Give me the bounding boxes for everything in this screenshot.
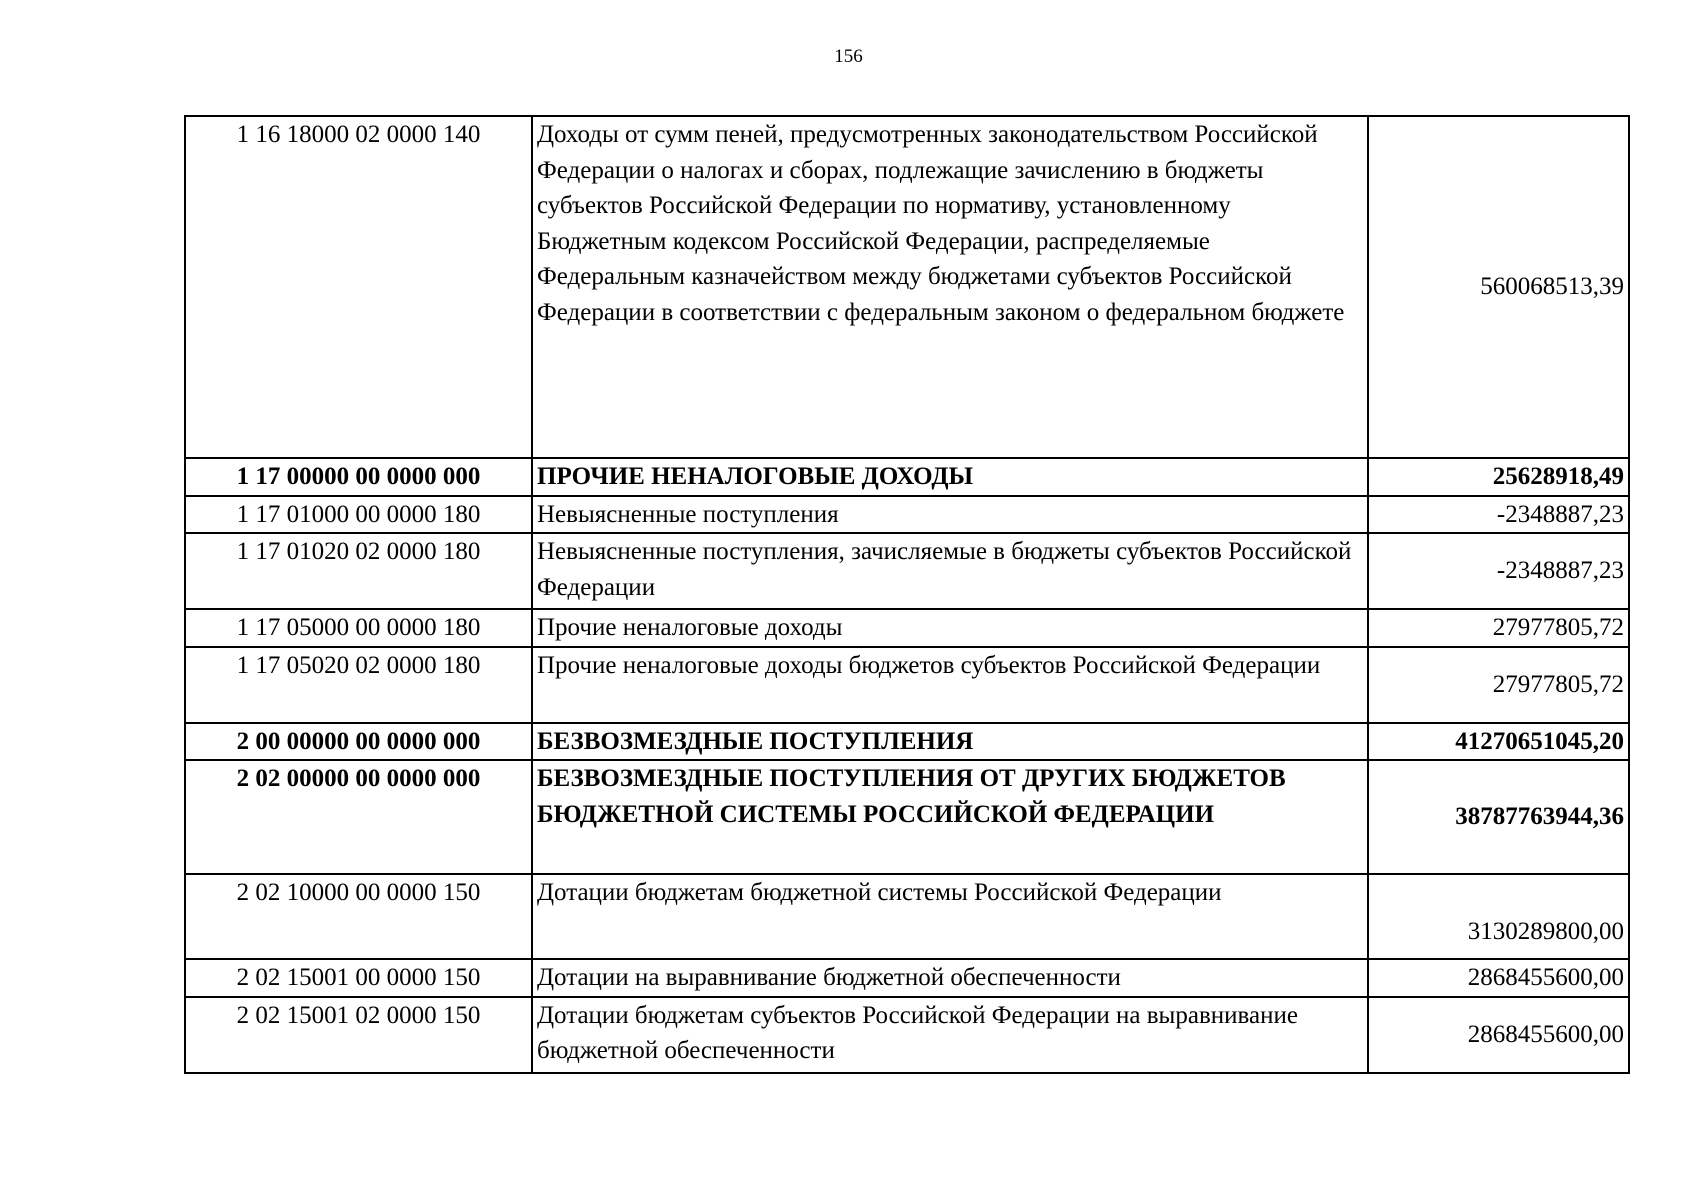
row-amount: 2868455600,00 [1368,997,1629,1073]
budget-code: 1 16 18000 02 0000 140 [185,116,532,458]
table-row [185,723,1629,761]
budget-code: 2 02 15001 00 0000 150 [185,959,532,997]
row-amount: 27977805,72 [1368,647,1629,723]
budget-code: 1 17 01000 00 0000 180 [185,496,532,534]
row-description: Дотации бюджетам субъектов Российской Федерации на выравнивание бюджетной обеспеченности [532,997,1368,1073]
table-row [185,647,1629,723]
table-row [185,959,1629,997]
budget-code: 1 17 05000 00 0000 180 [185,609,532,647]
row-description: Прочие неналоговые доходы бюджетов субъектов Российской Федерации [532,647,1368,723]
row-amount: 38787763944,36 [1368,760,1629,874]
row-description: Дотации на выравнивание бюджетной обеспеченности [532,959,1368,997]
table-row [185,874,1629,959]
table-row [185,997,1629,1073]
budget-code: 1 17 05020 02 0000 180 [185,647,532,723]
row-description: Невыясненные поступления, зачисляемые в бюджеты субъектов Российской Федерации [532,533,1368,609]
table-row [185,116,1629,458]
budget-code: 2 02 10000 00 0000 150 [185,874,532,959]
row-description: БЕЗВОЗМЕЗДНЫЕ ПОСТУПЛЕНИЯ [532,723,1368,761]
row-description: ПРОЧИЕ НЕНАЛОГОВЫЕ ДОХОДЫ [532,458,1368,496]
budget-code: 1 17 00000 00 0000 000 [185,458,532,496]
row-amount: 560068513,39 [1368,116,1629,458]
row-description: Дотации бюджетам бюджетной системы Российской Федерации [532,874,1368,959]
row-description: БЕЗВОЗМЕЗДНЫЕ ПОСТУПЛЕНИЯ ОТ ДРУГИХ БЮДЖЕТОВ БЮДЖЕТНОЙ СИСТЕМЫ РОССИЙСКОЙ ФЕДЕРАЦИИ [532,760,1368,874]
budget-code: 2 02 15001 02 0000 150 [185,997,532,1073]
row-amount: 2868455600,00 [1368,959,1629,997]
table-row [185,609,1629,647]
table-row [185,760,1629,874]
table-row [185,458,1629,496]
table-row [185,496,1629,534]
table-row [185,533,1629,609]
page-number: 156 [834,46,863,67]
row-amount: -2348887,23 [1368,533,1629,609]
budget-code: 2 02 00000 00 0000 000 [185,760,532,874]
row-amount: 25628918,49 [1368,458,1629,496]
budget-code: 2 00 00000 00 0000 000 [185,723,532,761]
row-amount: -2348887,23 [1368,496,1629,534]
row-amount: 3130289800,00 [1368,874,1629,959]
row-amount: 27977805,72 [1368,609,1629,647]
row-description: Прочие неналоговые доходы [532,609,1368,647]
row-description: Доходы от сумм пеней, предусмотренных законодательством Российской Федерации о налогах и сборах, подлежащие зачислению в бюджеты субъектов Российской Федерации по нормативу, установленному Бюджетным кодексом Российской Федерации, распределяемые Федеральным казначейством между бюджетами субъектов Российской Федерации в соответствии с федеральным законом о федеральном бюджете [532,116,1368,458]
row-description: Невыясненные поступления [532,496,1368,534]
budget-code: 1 17 01020 02 0000 180 [185,533,532,609]
row-amount: 41270651045,20 [1368,723,1629,761]
budget-revenue-table [184,115,1630,1074]
